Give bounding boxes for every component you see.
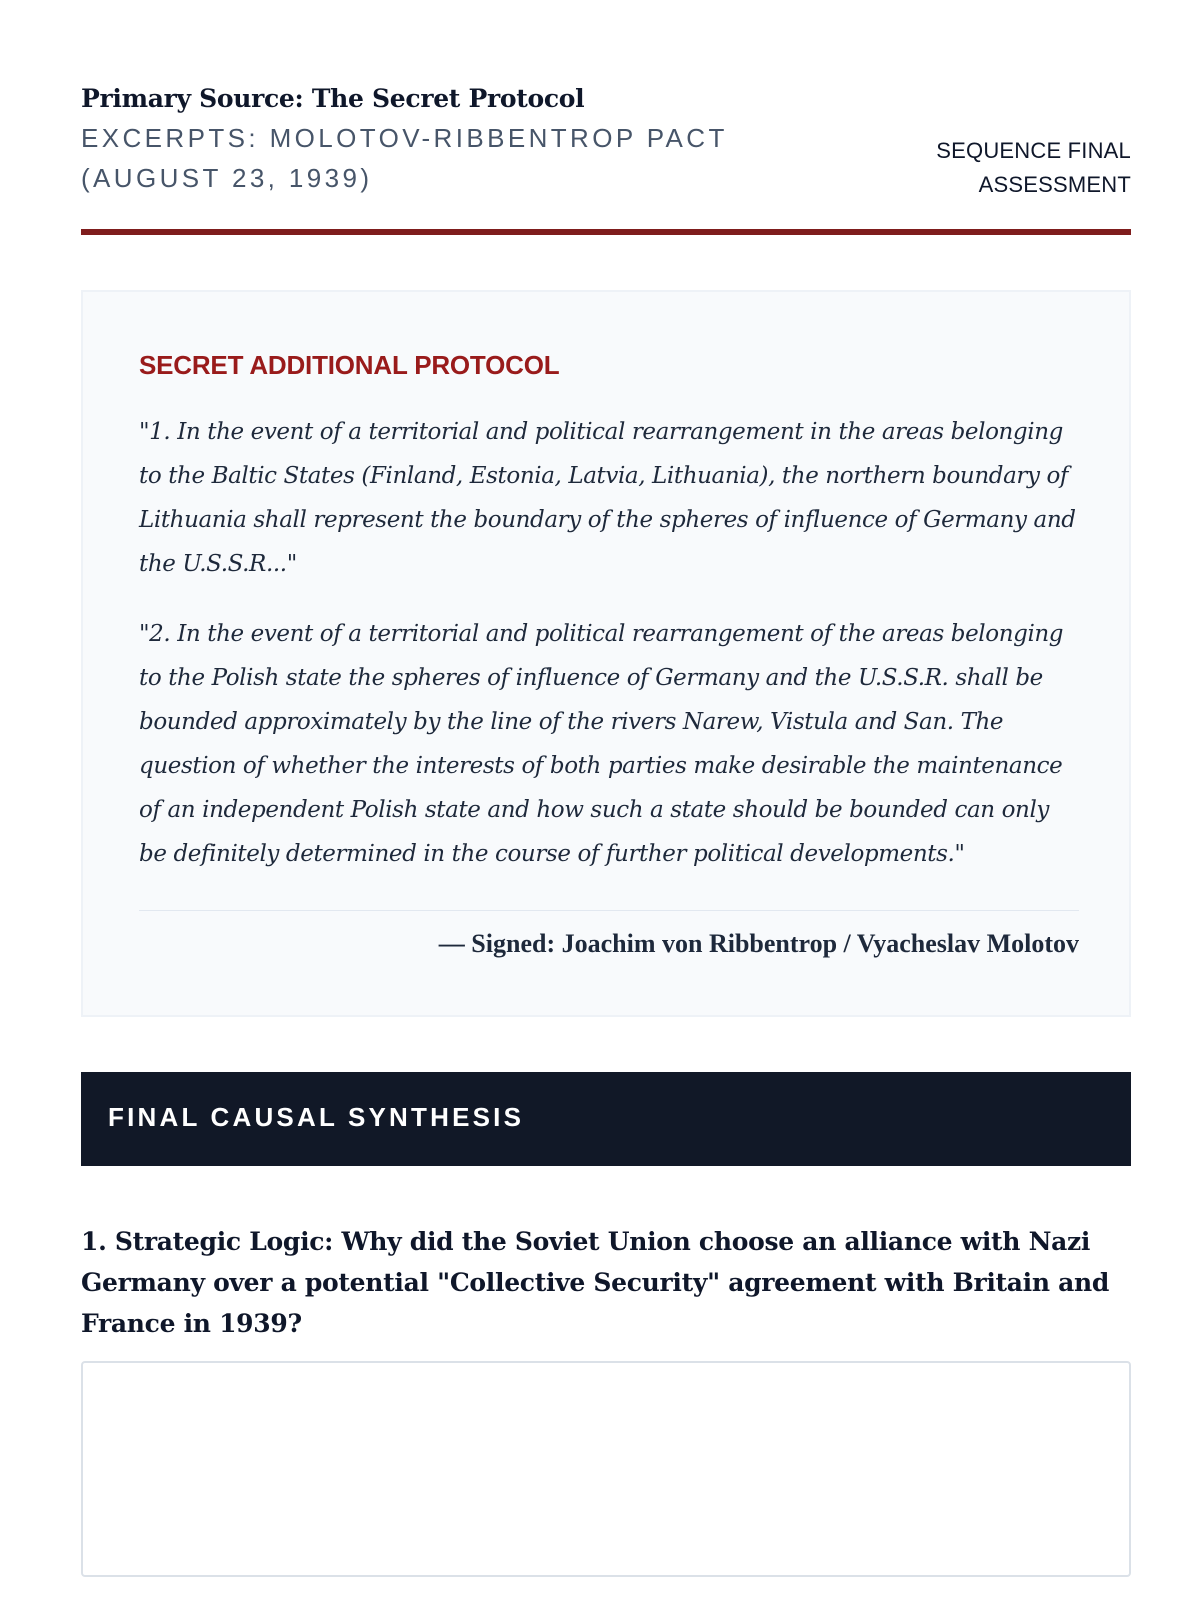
- sequence-label: [891, 134, 1131, 202]
- section-title: FINAL CAUSAL SYNTHESIS: [108, 1102, 525, 1132]
- protocol-paragraph-1: "1. In the event of a territorial and political rearrangement in the areas belonging to the Baltic States (Finland, Estonia, Latvia, Lithuania), the northern boundary of Lithuania shall represent the boundary of the spheres of influence of Germany and the U.S.S.R...": [139, 419, 1076, 577]
- question-1-prompt: 1. Strategic Logic: Why did the Soviet Union choose an alliance with Nazi Germany over a potential "Collective Security" agreement with Britain and France in 1939?: [81, 1227, 1110, 1338]
- sequence-label-line-2: ASSESSMENT: [978, 172, 1131, 197]
- protocol-heading: SECRET ADDITIONAL PROTOCOL: [139, 350, 560, 380]
- protocol-paragraph-2: "2. In the event of a territorial and political rearrangement of the areas belonging to the Polish state the spheres of influence of Germany and the U.S.S.R. shall be bounded approximately by the line of the rivers Narew, Vistula and San. The question of whether the interests of both parties make desirable the maintenance of an independent Polish state and how such a state should be bounded can only be definitely determined in the course of further political developments.": [139, 621, 1064, 867]
- question-1-answer-input[interactable]: [81, 1361, 1131, 1577]
- page-subtitle: EXCERPTS: MOLOTOV-RIBBENTROP PACT (AUGUST 23, 1939): [81, 123, 728, 193]
- header-divider: [81, 229, 1131, 235]
- sequence-label-line-1: SEQUENCE FINAL: [936, 138, 1131, 163]
- page-header: [81, 82, 1131, 198]
- signature-divider: [139, 910, 1079, 911]
- primary-source-box: [81, 290, 1131, 1017]
- primary-source-content: [139, 350, 1079, 959]
- header-titles: [81, 82, 841, 198]
- protocol-signature: — Signed: Joachim von Ribbentrop / Vyacheslav Molotov: [438, 929, 1079, 958]
- section-banner: [81, 1072, 1131, 1166]
- page-title: Primary Source: The Secret Protocol: [81, 84, 585, 113]
